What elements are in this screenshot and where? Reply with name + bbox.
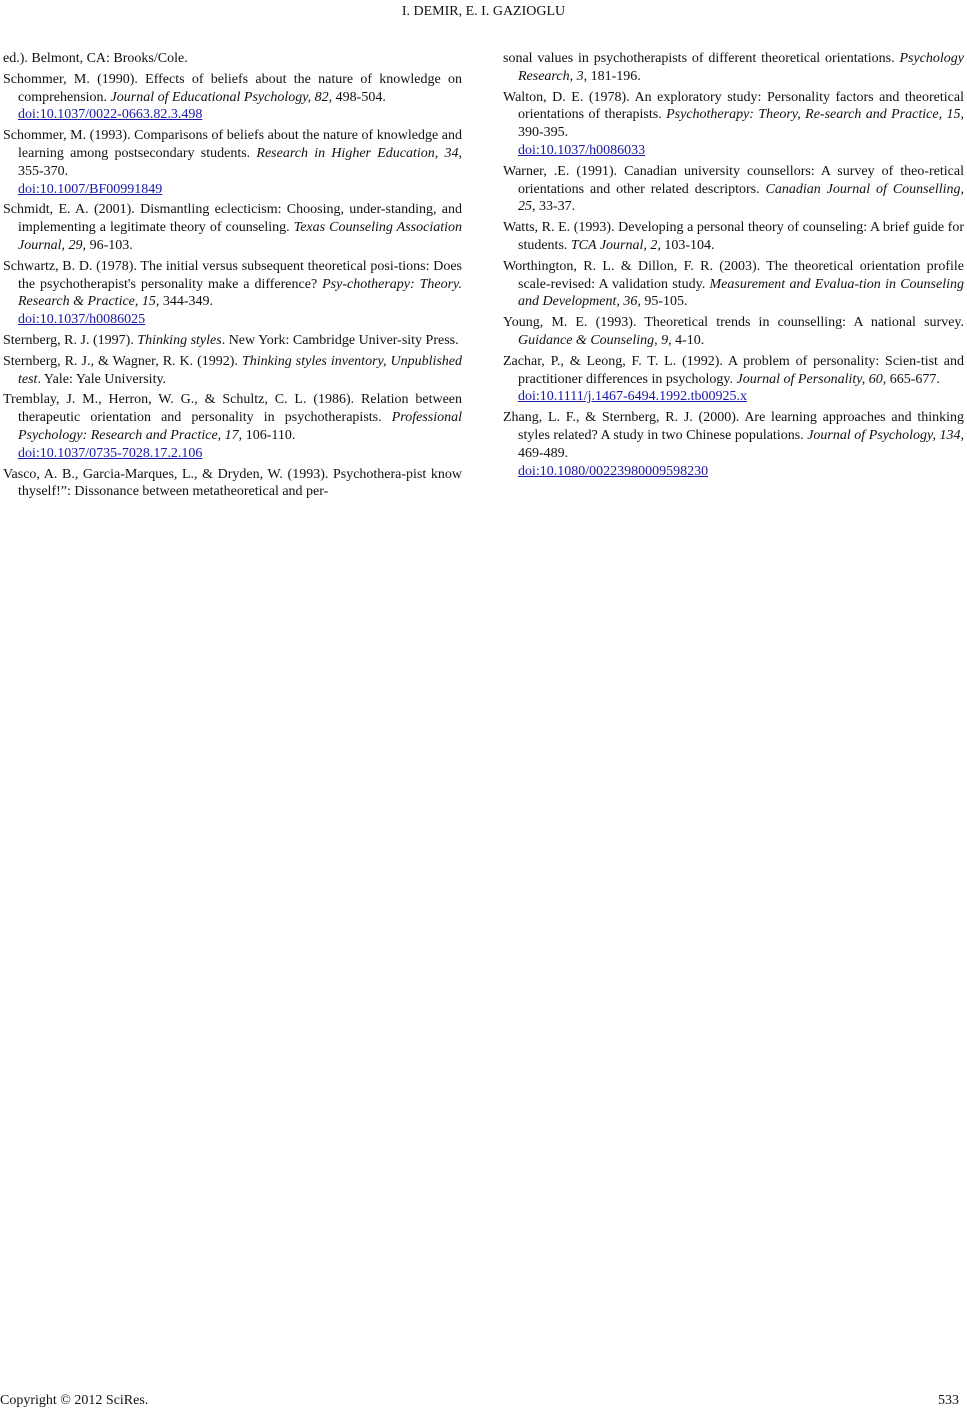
doi-link[interactable]: doi:10.1037/0022-0663.82.3.498 [18,107,203,123]
page-number: 533 [938,1393,959,1408]
reference-pages: 665-677. [886,371,940,387]
reference-entry [3,332,462,350]
reference-source: Research in Higher Education, 34, [256,145,462,161]
reference-entry [3,258,462,329]
reference-source: Canadian Journal of Counselling, 25, [518,181,965,215]
reference-entry [3,50,462,68]
reference-text: Worthington, R. L. & Dillon, F. R. (2003). The theoretical orientation profile scale-revised: A validation study. [503,258,964,292]
reference-pages: 469-489. [518,445,569,461]
reference-source: Texas Counseling Association Journal, 29, [18,220,463,253]
doi-link[interactable]: doi:10.1111/j.1467-6494.1992.tb00925.x [518,389,748,405]
reference-source: Journal of Personality, 60, [736,371,887,387]
reference-text: Vasco, A. B., Garcia-Marques, L., & Dryden, W. (1993). Psychothera-pist know thyself!”: Dissonance between metatheoretical and per- [3,466,462,500]
reference-entry [503,314,964,350]
reference-entry [3,466,462,502]
reference-pages: 33-37. [535,199,576,215]
reference-entry [503,89,964,160]
reference-pages: 181-196. [587,68,641,84]
reference-column-right [503,50,964,483]
copyright-notice: Copyright © 2012 SciRes. [0,1393,149,1408]
reference-text: Warner, .E. (1991). Canadian university counsellors: A survey of theo-retical orientations and other related descriptors. [503,163,964,197]
reference-source: Measurement and Evalua-tion in Counseling and Development, 36, [518,276,964,310]
reference-source: TCA Journal, 2, [570,237,661,253]
reference-text: Young, M. E. (1993). Theoretical trends in counselling: A national survey. [503,315,964,331]
reference-pages: . Yale: Yale University. [37,371,167,387]
reference-column-left [3,50,462,504]
reference-text: ed.). Belmont, CA: Brooks/Cole. [3,51,188,66]
reference-entry [3,71,462,124]
reference-pages: . New York: Cambridge Univer-sity Press. [221,332,459,348]
doi-link[interactable]: doi:10.1007/BF00991849 [18,181,163,197]
reference-entry [503,409,964,480]
reference-pages: 106-110. [242,427,296,443]
reference-text: Zachar, P., & Leong, F. T. L. (1992). A problem of personality: Scien-tist and practitioner differences in psychology. [503,353,964,387]
reference-entry [503,258,964,311]
reference-text: Schmidt, E. A. (2001). Dismantling eclecticism: Choosing, under-standing, and implementing a legitimate theory of counseling. [3,202,462,236]
reference-source: Thinking styles [137,332,222,348]
reference-entry [3,127,462,198]
reference-source: Psy-chotherapy: Theory. Research & Practice, 15, [18,276,462,310]
reference-pages: 95-105. [640,294,688,310]
reference-text: Tremblay, J. M., Herron, W. G., & Schultz, C. L. (1986). Relation between therapeutic orientation and personality in psychotherapists. [3,392,462,426]
reference-pages: 344-349. [159,294,214,310]
doi-link[interactable]: doi:10.1037/h0086025 [18,312,146,328]
reference-text: Sternberg, R. J., & Wagner, R. K. (1992). [3,353,242,369]
reference-source: Thinking styles inventory, Unpublished test [18,353,463,387]
reference-source: Psychology Research, 3, [518,51,964,84]
reference-text: Sternberg, R. J. (1997). [3,332,138,348]
reference-text: Walton, D. E. (1978). An exploratory study: Personality factors and theoretical orientations of therapists. [503,89,964,123]
reference-text: Schommer, M. (1993). Comparisons of beliefs about the nature of knowledge and learning among postsecondary students. [3,128,462,161]
reference-source: Psychotherapy: Theory, Re-search and Practice, 15, [666,107,964,123]
reference-text: sonal values in psychotherapists of different theoretical orientations. [503,51,900,66]
reference-entry [3,391,462,462]
doi-link[interactable]: doi:10.1037/0735-7028.17.2.106 [18,445,203,461]
reference-pages: 355-370. [18,163,69,179]
reference-text: Schwartz, B. D. (1978). The initial versus subsequent theoretical posi-tions: Does the psychotherapist's personality make a difference? [3,258,462,292]
reference-source: Journal of Psychology, 134, [807,427,964,443]
reference-pages: 103-104. [660,237,715,253]
reference-entry [503,50,964,86]
reference-pages: 498-504. [332,89,386,105]
reference-pages: 390-395. [518,125,569,141]
reference-entry [3,353,462,389]
reference-source: Journal of Educational Psychology, 82, [110,89,333,105]
reference-text: Watts, R. E. (1993). Developing a personal theory of counseling: A brief guide for students. [503,220,964,253]
reference-source: Guidance & Counseling, 9, [518,332,672,348]
reference-text: Schommer, M. (1990). Effects of beliefs about the nature of knowledge on comprehension. [3,71,462,105]
running-head: I. DEMIR, E. I. GAZIOGLU [401,4,566,19]
doi-link[interactable]: doi:10.1037/h0086033 [518,142,646,158]
reference-text: Zhang, L. F., & Sternberg, R. J. (2000). Are learning approaches and thinking styles related? A study in two Chinese populations. [503,410,964,443]
reference-pages: 96-103. [86,237,133,253]
doi-link[interactable]: doi:10.1080/00223980009598230 [518,463,709,479]
reference-source: Professional Psychology: Research and Practice, 17, [18,410,462,443]
reference-entry [3,201,462,254]
reference-entry [503,219,964,255]
reference-pages: 4-10. [671,332,705,348]
reference-entry [503,353,964,406]
reference-entry [503,163,964,216]
